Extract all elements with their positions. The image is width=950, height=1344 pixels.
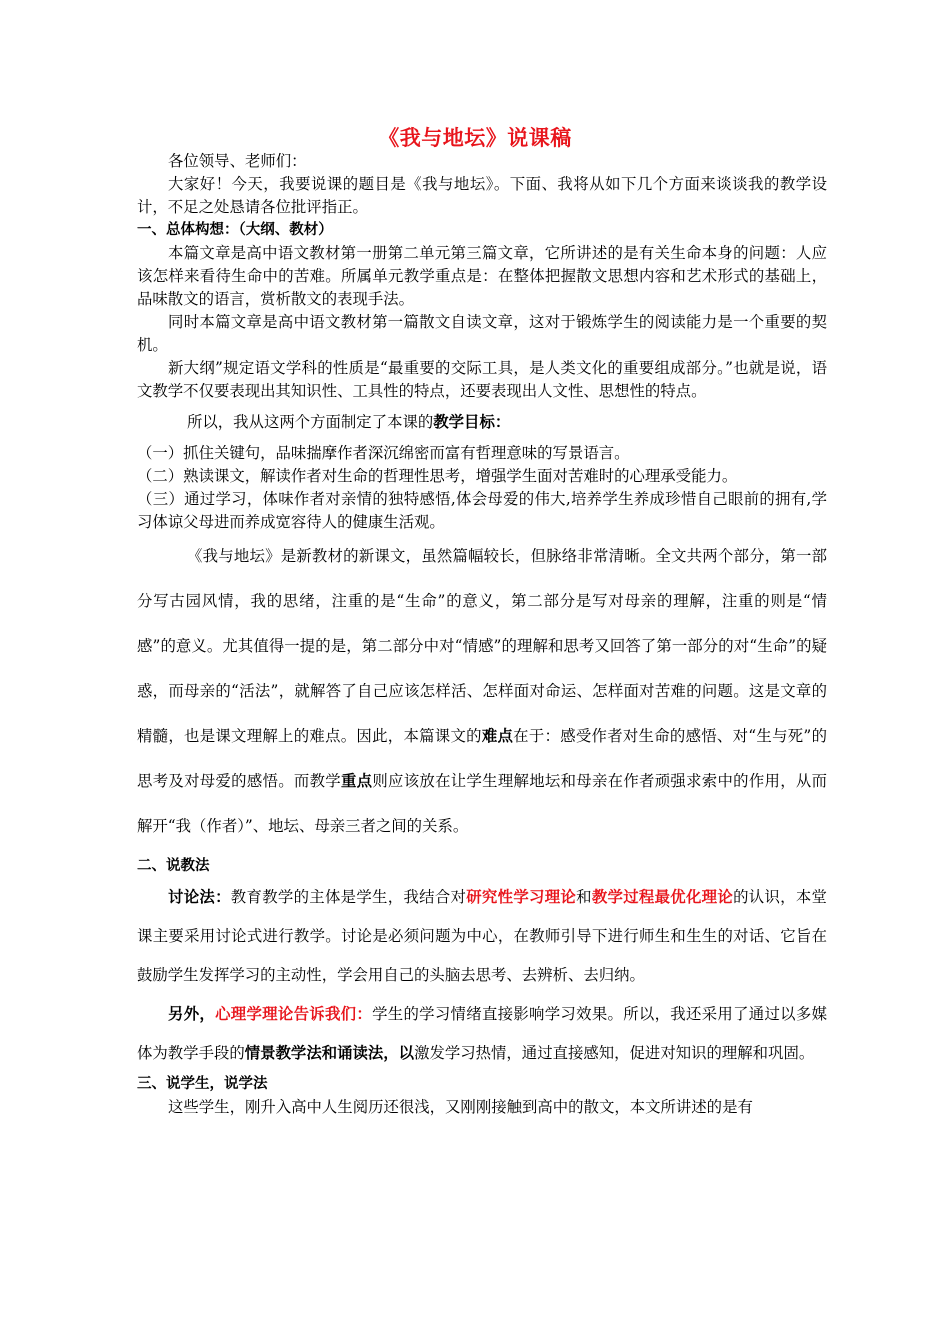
- analysis-text-c: 在于：感受作者对生命的感悟、对“生与死”的思考及对母爱的感悟。而教学: [137, 727, 827, 790]
- analysis-text-a: 《我与地坛》是新教材的新课文，虽然篇幅较长，但脉络非常清晰。全文共两个部分，第一部分写古园风情，我的思绪，注重的是“生命”的意义，第二部分是写对母亲的理解，注重的则是“情感”的意义。尤其值得一提的是，第二部分中对“情感”的理解和思考又回答了第一部分的对“生命”的疑惑，而母亲的“活法”，就解答了自己应该怎样活、怎样面对命运、怎样面对苦难的问题。这是文章的精髓，也是课文理解上的难点。因此，本篇课文的: [137, 547, 827, 745]
- section-1-paragraph-1: 本篇文章是高中语文教材第一册第二单元第三篇文章，它所讲述的是有关生命本身的问题：人应该怎样来看待生命中的苦难。所属单元教学重点是：在整体把握散文思想内容和艺术形式的基础上，品味散文的语言，赏析散文的表现手法。: [137, 244, 827, 308]
- difficulty-label: 难点: [481, 727, 514, 745]
- section-1-paragraph-3: 新大纲”规定语文学科的性质是“最重要的交际工具，是人类文化的重要组成部分。”也就是说，语文教学不仅要表现出其知识性、工具性的特点，还要表现出人文性、思想性的特点。: [137, 359, 827, 400]
- section-1-paragraph-2: 同时本篇文章是高中语文教材第一篇散文自读文章，这对于锻炼学生的阅读能力是一个重要的契机。: [137, 313, 827, 354]
- teaching-goal-2: （二）熟读课文，解读作者对生命的哲理性思考，增强学生面对苦难时的心理承受能力。: [137, 467, 738, 485]
- optimization-theory: 教学过程最优化理论: [591, 888, 734, 906]
- document-body: [137, 150, 827, 1119]
- method-discussion-text-a: 教育教学的主体是学生，我结合对: [230, 888, 467, 906]
- research-learning-theory: 研究性学习理论: [466, 888, 577, 906]
- method-psychology-paragraph: [137, 995, 827, 1073]
- section-3-heading: 三、说学生，说学法: [137, 1076, 268, 1092]
- method-discussion-label: 讨论法：: [168, 888, 231, 906]
- analysis-text-d: 则应该放在让学生理解地坛和母亲在作者顽强求索中的作用，从而解开“我（作者）”、地坛、母亲三者之间的关系。: [137, 772, 827, 835]
- section-1-heading: 一、总体构想：（大纲、教材）: [137, 222, 333, 238]
- scenario-recitation-methods: 情景教学法和诵读法，以: [244, 1044, 415, 1062]
- teaching-goal-1: （一）抓住关键句，品味揣摩作者深沉绵密而富有哲理意味的写景语言。: [137, 444, 630, 462]
- section-3-paragraph-1: 这些学生，刚升入高中人生阅历还很浅，又刚刚接触到高中的散文，本文所讲述的是有: [168, 1098, 753, 1116]
- method-discussion-and: 和: [576, 888, 592, 906]
- goals-lead-bold: 教学目标：: [433, 413, 511, 431]
- method-psychology-text-a: 学生的学习情绪直接影响学习效果。所以，我还采用了通过以多媒体为教学手段的: [137, 1005, 827, 1062]
- method-psychology-text-b: 激发学习热情，通过直接感知，促进对知识的理解和巩固。: [414, 1044, 815, 1062]
- psychology-theory-label: 心理学理论告诉我们：: [215, 1005, 373, 1023]
- intro-paragraph: 大家好！今天，我要说课的题目是《我与地坛》。下面、我将从如下几个方面来谈谈我的教学设计，不足之处恳请各位批评指正。: [137, 175, 827, 216]
- teaching-goal-3: （三）通过学习，体味作者对亲情的独特感悟,体会母爱的伟大,培养学生养成珍惜自己眼前的拥有,学习体谅父母进而养成宽容待人的健康生活观。: [137, 490, 827, 531]
- document-title: 《我与地坛》说课稿: [378, 126, 572, 150]
- goals-lead-text: 所以，我从这两个方面制定了本课的: [187, 413, 434, 431]
- key-point-label: 重点: [340, 772, 373, 790]
- greeting: 各位领导、老师们：: [168, 152, 307, 170]
- method-psychology-label: 另外，: [168, 1005, 216, 1023]
- method-discussion-paragraph: [137, 878, 827, 995]
- section-2-heading: 二、说教法: [137, 858, 210, 874]
- analysis-paragraph: [137, 534, 827, 849]
- teaching-goals-lead: [137, 411, 827, 434]
- method-discussion-text-b: 的认识，本堂课主要采用讨论式进行教学。讨论是必须问题为中心，在教师引导下进行师生和生生的对话、它旨在鼓励学生发挥学习的主动性，学会用自己的头脑去思考、去辨析、去归纳。: [137, 888, 827, 984]
